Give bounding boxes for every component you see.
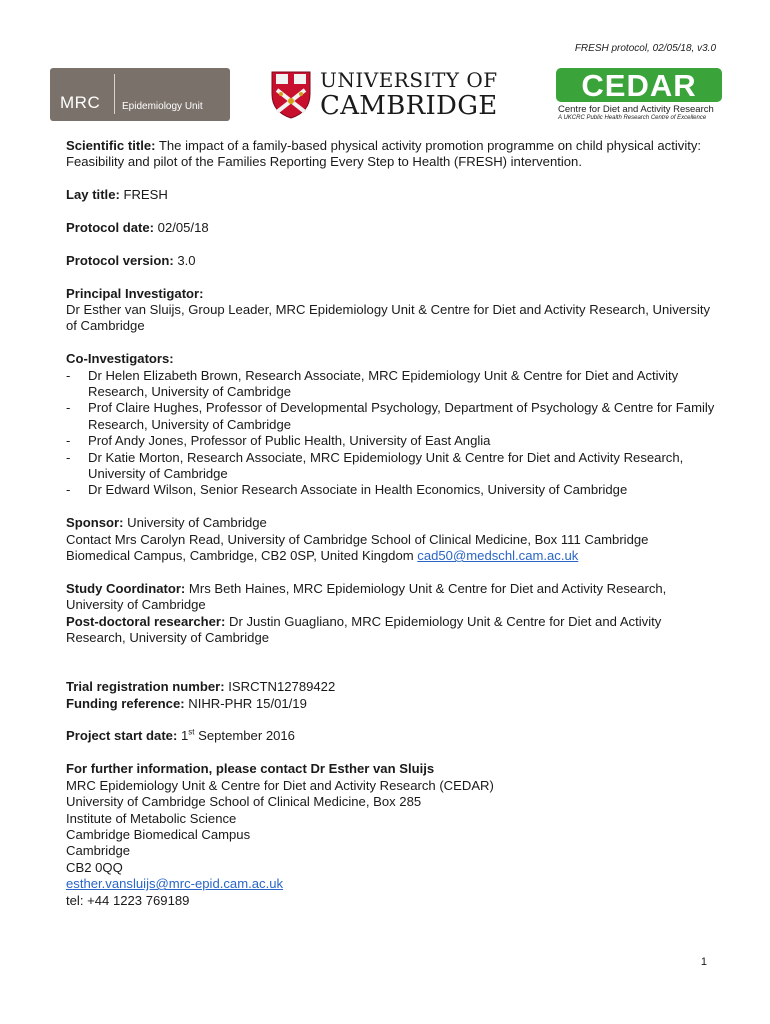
mrc-logo-name: MRC: [60, 93, 101, 112]
cambridge-wordmark: [320, 70, 498, 119]
cambridge-wordmark-line2: CAMBRIDGE: [320, 91, 498, 121]
document-body: [66, 138, 716, 909]
logo-row: [50, 68, 725, 124]
protocol-version-value: 3.0: [173, 252, 196, 268]
list-item: - Dr Katie Morton, Research Associate, MRC Epidemiology Unit & Centre for Diet and Activity Research, University of Cambridge: [66, 450, 716, 483]
cambridge-logo: [270, 70, 515, 122]
spacer: [66, 646, 716, 679]
mrc-logo-unit: Epidemiology Unit: [122, 101, 203, 112]
cedar-logo-name: CEDAR: [556, 68, 722, 102]
principal-investigator: [66, 286, 716, 335]
funding-reference-label: Funding reference:: [66, 695, 185, 711]
cedar-logo-tagline: Centre for Diet and Activity Research: [558, 104, 714, 115]
postdoc-researcher-label: Post-doctoral researcher:: [66, 613, 226, 629]
co-investigators-label: Co-Investigators:: [66, 351, 174, 367]
postdoc-researcher: [66, 614, 716, 647]
co-investigators-list: [66, 368, 716, 499]
contact-line: Cambridge Biomedical Campus: [66, 826, 251, 842]
lay-title-label: Lay title:: [66, 187, 120, 203]
contact-heading: For further information, please contact Dr Esther van Sluijs: [66, 761, 435, 777]
project-start-date: [66, 728, 716, 744]
cambridge-shield-icon: [270, 70, 312, 120]
lay-title: [66, 187, 716, 203]
funding-reference: [66, 696, 716, 712]
principal-investigator-label: Principal Investigator:: [66, 285, 204, 301]
postdoc-researcher-value: Dr Justin Guagliano, MRC Epidemiology Unit & Centre for Diet and Activity Research, University of Cambridge: [66, 613, 662, 646]
project-start-day: 1: [177, 728, 189, 744]
protocol-version: [66, 253, 716, 269]
trial-registration-value: ISRCTN12789422: [224, 679, 336, 695]
cedar-logo-subtag: A UKCRC Public Health Research Centre of Excellence: [558, 115, 707, 121]
sponsor: [66, 515, 716, 564]
mrc-logo-divider: [114, 74, 115, 114]
list-item: - Dr Edward Wilson, Senior Research Associate in Health Economics, University of Cambridge: [66, 482, 716, 498]
protocol-date: [66, 220, 716, 236]
contact-email-link[interactable]: esther.vansluijs@mrc-epid.cam.ac.uk: [66, 876, 284, 892]
project-start-rest: September 2016: [194, 728, 295, 744]
scientific-title-value: The impact of a family-based physical activity promotion programme on child physical activity: Feasibility and pilot of the Families Reporting Every Step to Health (FRESH) intervention.: [66, 138, 702, 170]
protocol-date-label: Protocol date:: [66, 220, 155, 235]
cambridge-wordmark-line1: UNIVERSITY OF: [320, 68, 498, 92]
list-item: - Prof Andy Jones, Professor of Public Health, University of East Anglia: [66, 433, 716, 449]
funding-reference-value: NIHR-PHR 15/01/19: [184, 695, 307, 711]
sponsor-contact: Contact Mrs Carolyn Read, University of Cambridge School of Clinical Medicine, Box 111 Cambridge Biomedical Campus, Cambridge, CB2 0SP, United Kingdom: [66, 531, 649, 564]
trial-registration-label: Trial registration number:: [66, 679, 225, 695]
co-investigators: [66, 351, 716, 499]
lay-title-value: FRESH: [119, 187, 168, 203]
protocol-date-value: 02/05/18: [154, 220, 209, 235]
contact-line: CB2 0QQ: [66, 859, 123, 875]
contact-tel: tel: +44 1223 769189: [66, 892, 190, 908]
scientific-title: [66, 138, 716, 171]
project-start-date-label: Project start date:: [66, 728, 178, 744]
study-coordinator-label: Study Coordinator:: [66, 580, 186, 596]
page-number: 1: [700, 956, 707, 968]
study-coordinator-value: Mrs Beth Haines, MRC Epidemiology Unit & Centre for Diet and Activity Research, University of Cambridge: [66, 580, 667, 613]
principal-investigator-value: Dr Esther van Sluijs, Group Leader, MRC Epidemiology Unit & Centre for Diet and Activity Research, University of Cambridge: [66, 302, 711, 334]
contact-block: [66, 761, 716, 909]
contact-line: Cambridge: [66, 843, 131, 859]
protocol-version-label: Protocol version:: [66, 252, 174, 268]
sponsor-email-link[interactable]: cad50@medschl.cam.ac.uk: [417, 548, 579, 564]
list-item: - Prof Claire Hughes, Professor of Developmental Psychology, Department of Psychology & Centre for Family Research, University of Cambridge: [66, 400, 716, 433]
project-start-suffix: st: [188, 728, 195, 738]
sponsor-label: Sponsor:: [66, 515, 124, 531]
running-header: FRESH protocol, 02/05/18, v3.0: [574, 43, 716, 54]
scientific-title-label: Scientific title:: [66, 138, 156, 153]
contact-line: MRC Epidemiology Unit & Centre for Diet and Activity Research (CEDAR): [66, 777, 494, 793]
cedar-logo: [556, 68, 726, 124]
contact-line: University of Cambridge School of Clinical Medicine, Box 285: [66, 794, 422, 810]
contact-line: Institute of Metabolic Science: [66, 810, 237, 826]
study-coordinator: [66, 581, 716, 614]
list-item: - Dr Helen Elizabeth Brown, Research Associate, MRC Epidemiology Unit & Centre for Diet and Activity Research, University of Cambridge: [66, 368, 716, 401]
trial-registration: [66, 679, 716, 695]
sponsor-value: University of Cambridge: [123, 515, 267, 531]
mrc-logo: [50, 68, 230, 121]
